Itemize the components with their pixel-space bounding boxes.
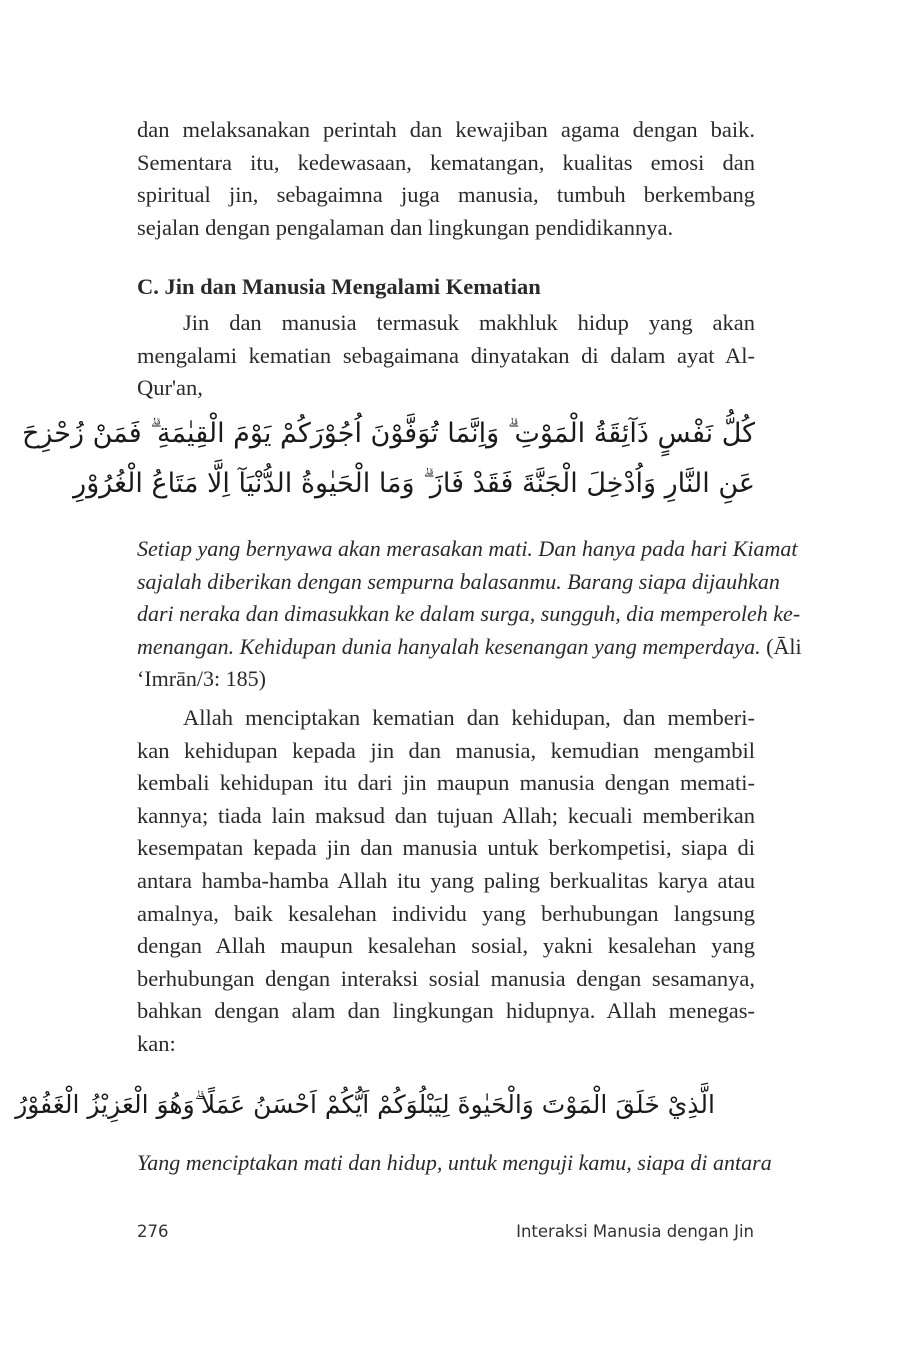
text-line: sajalah diberikan dengan sempurna balasanmu. Barang siapa dijauhkan: [137, 568, 780, 594]
arabic-verse-line: كُلُّ نَفْسٍ ذَآئِقَةُ الْمَوْتِ ۗ وَاِنَّمَا تُوَفَّوْنَ اُجُوْرَكُمْ يَوْمَ الْقِيٰمَةِ ۗ فَمَنْ زُحْزِحَ: [21, 418, 755, 449]
text-line: dengan Allah maupun kesalehan sosial, yakni kesalehan yang: [137, 933, 755, 959]
text-line: kembali kehidupan itu dari jin maupun manusia dengan memati-: [137, 770, 755, 796]
citation: ‘Imrān/3: 185): [137, 666, 266, 692]
verse-translation-1: [137, 533, 802, 696]
section-heading: C. Jin dan Manusia Mengalami Kematian: [137, 274, 541, 299]
text-line: mengalami kematian sebagaimana dinyatakan di dalam ayat Al-: [137, 342, 755, 368]
arabic-verse-line: الَّذِيْ خَلَقَ الْمَوْتَ وَالْحَيٰوةَ لِيَبْلُوَكُمْ اَيُّكُمْ اَحْسَنُ عَمَلًا ۗوَهُوَ الْعَزِيْزُ الْغَفُوْرُ: [15, 1090, 715, 1119]
paragraph-2: [137, 307, 755, 405]
text-line: amalnya, baik kesalehan individu yang berhubungan langsung: [137, 900, 755, 926]
page-number: 276: [137, 1222, 169, 1241]
text-line: kannya; tiada lain maksud dan tujuan Allah; kecuali memberikan: [137, 802, 755, 828]
text-line: kesempatan kepada jin dan manusia untuk berkompetisi, siapa di: [137, 835, 755, 861]
text-line: Qur'an,: [137, 375, 203, 401]
text-line: Sementara itu, kedewasaan, kematangan, kualitas emosi dan: [137, 149, 755, 175]
text-line: antara hamba-hamba Allah itu yang paling berkualitas karya atau: [137, 867, 755, 893]
text-line: dan melaksanakan perintah dan kewajiban agama dengan baik.: [137, 117, 755, 142]
citation: (Āli: [766, 633, 802, 659]
text-line: bahkan dengan alam dan lingkungan hidupnya. Allah menegas-: [137, 998, 755, 1024]
text-line: [137, 631, 802, 664]
text-line: Jin dan manusia termasuk makhluk hidup yang akan: [183, 310, 755, 335]
text-line: Allah menciptakan kematian dan kehidupan, dan memberi-: [183, 705, 755, 730]
text-line: sejalan dengan pengalaman dan lingkungan pendidikannya.: [137, 214, 674, 240]
paragraph-3: [137, 702, 755, 1061]
text-line: kan kehidupan kepada jin dan manusia, kemudian mengambil: [137, 737, 755, 763]
text-line: Setiap yang bernyawa akan merasakan mati. Dan hanya pada hari Kiamat: [137, 536, 798, 561]
running-title: Interaksi Manusia dengan Jin: [516, 1222, 754, 1241]
text-line: Yang menciptakan mati dan hidup, untuk menguji kamu, siapa di antara: [137, 1150, 772, 1175]
text-span: menangan. Kehidupan dunia hanyalah kesenangan yang memperdaya.: [137, 633, 761, 659]
paragraph-1: [137, 114, 755, 244]
arabic-verse-line: عَنِ النَّارِ وَاُدْخِلَ الْجَنَّةَ فَقَدْ فَازَ ۗ وَمَا الْحَيٰوةُ الدُّنْيَآ اِلَّا مَتَاعُ الْغُرُوْرِ: [73, 468, 755, 499]
verse-translation-2: [137, 1147, 772, 1180]
text-line: spiritual jin, sebagaimna juga manusia, tumbuh berkembang: [137, 182, 755, 208]
text-line: kan:: [137, 1030, 176, 1056]
text-line: berhubungan dengan interaksi sosial manusia dengan sesamanya,: [137, 965, 755, 991]
text-line: dari neraka dan dimasukkan ke dalam surga, sungguh, dia memperoleh ke-: [137, 601, 801, 627]
